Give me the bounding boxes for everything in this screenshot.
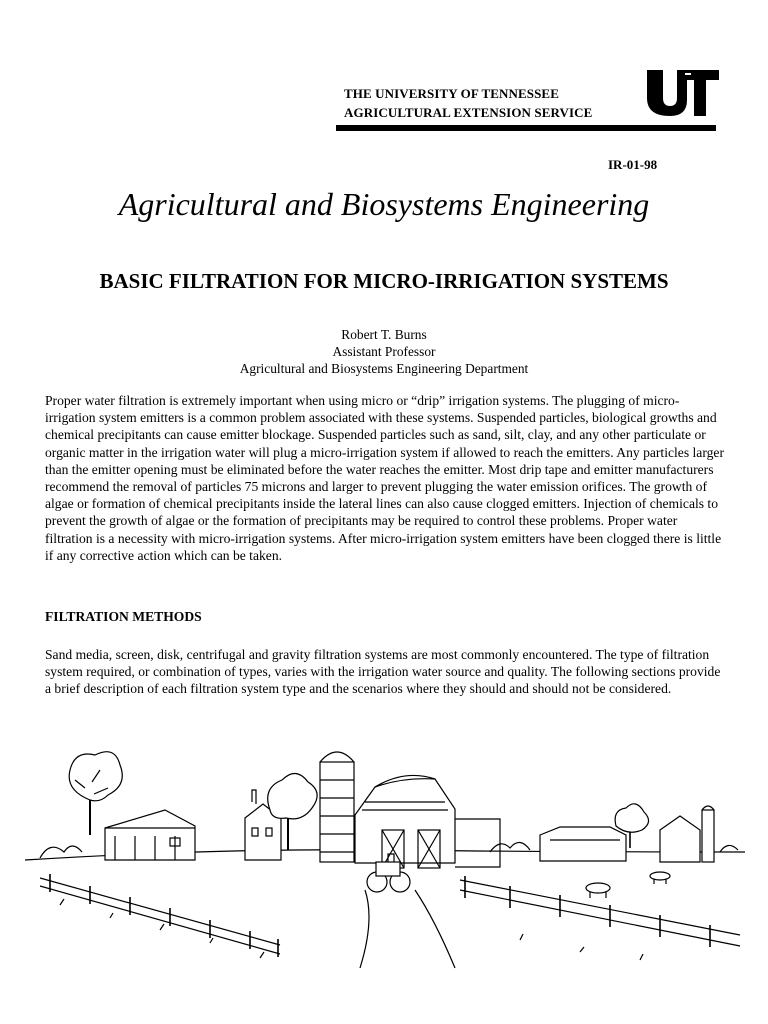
intro-paragraph: Proper water filtration is extremely important when using micro or “drip” irrigation systems. The plugging of micro-irrigation system emitters is a common problem associated with these systems. Suspended particles, biological growths and chemical precipitants can cause emitter blockage. Suspended particles such as sand, silt, clay, and any other particulate or organic matter in the irrigation water will plug a micro-irrigation system if allowed to reach the emitters. Any particles larger than the emitter opening must be eliminated before the water reaches the emitter. Most drip tape and emitter manufacturers recommend the removal of particles 75 microns and larger to prevent plugging the water emission orifices. The growth of algae or formation of chemical precipitants inside the lateral lines can also cause clogged emitters. Injection of chemicals to prevent the growth of algae or the formation of precipitants may be required to control these problems. Proper water filtration is a necessity with micro-irrigation systems. After micro-irrigation system emitters have been clogged there is little if any corrective action which can be taken.: [45, 393, 724, 563]
author-position: Assistant Professor: [332, 344, 436, 359]
section-heading: FILTRATION METHODS: [45, 609, 202, 624]
author-department: Agricultural and Biosystems Engineering Department: [239, 361, 529, 376]
report-number: IR-01-98: [608, 157, 658, 172]
header-rule: [336, 125, 716, 131]
author-name: Robert T. Burns: [341, 327, 427, 342]
document-title: BASIC FILTRATION FOR MICRO-IRRIGATION SYSTEMS: [99, 269, 669, 293]
ut-logo: [645, 68, 721, 118]
section-paragraph: Sand media, screen, disk, centrifugal and gravity filtration systems are most commonly encountered. The type of filtration system required, or combination of types, varies with the irrigation water source and quality. The following sections provide a brief description of each filtration system type and the scenarios where they should and should not be considered.: [45, 647, 721, 697]
farm-illustration: [20, 740, 750, 970]
extension-header-university: THE UNIVERSITY OF TENNESSEE: [344, 86, 559, 101]
department-heading: Agricultural and Biosystems Engineering: [118, 186, 650, 222]
extension-header-service: AGRICULTURAL EXTENSION SERVICE: [344, 105, 593, 120]
